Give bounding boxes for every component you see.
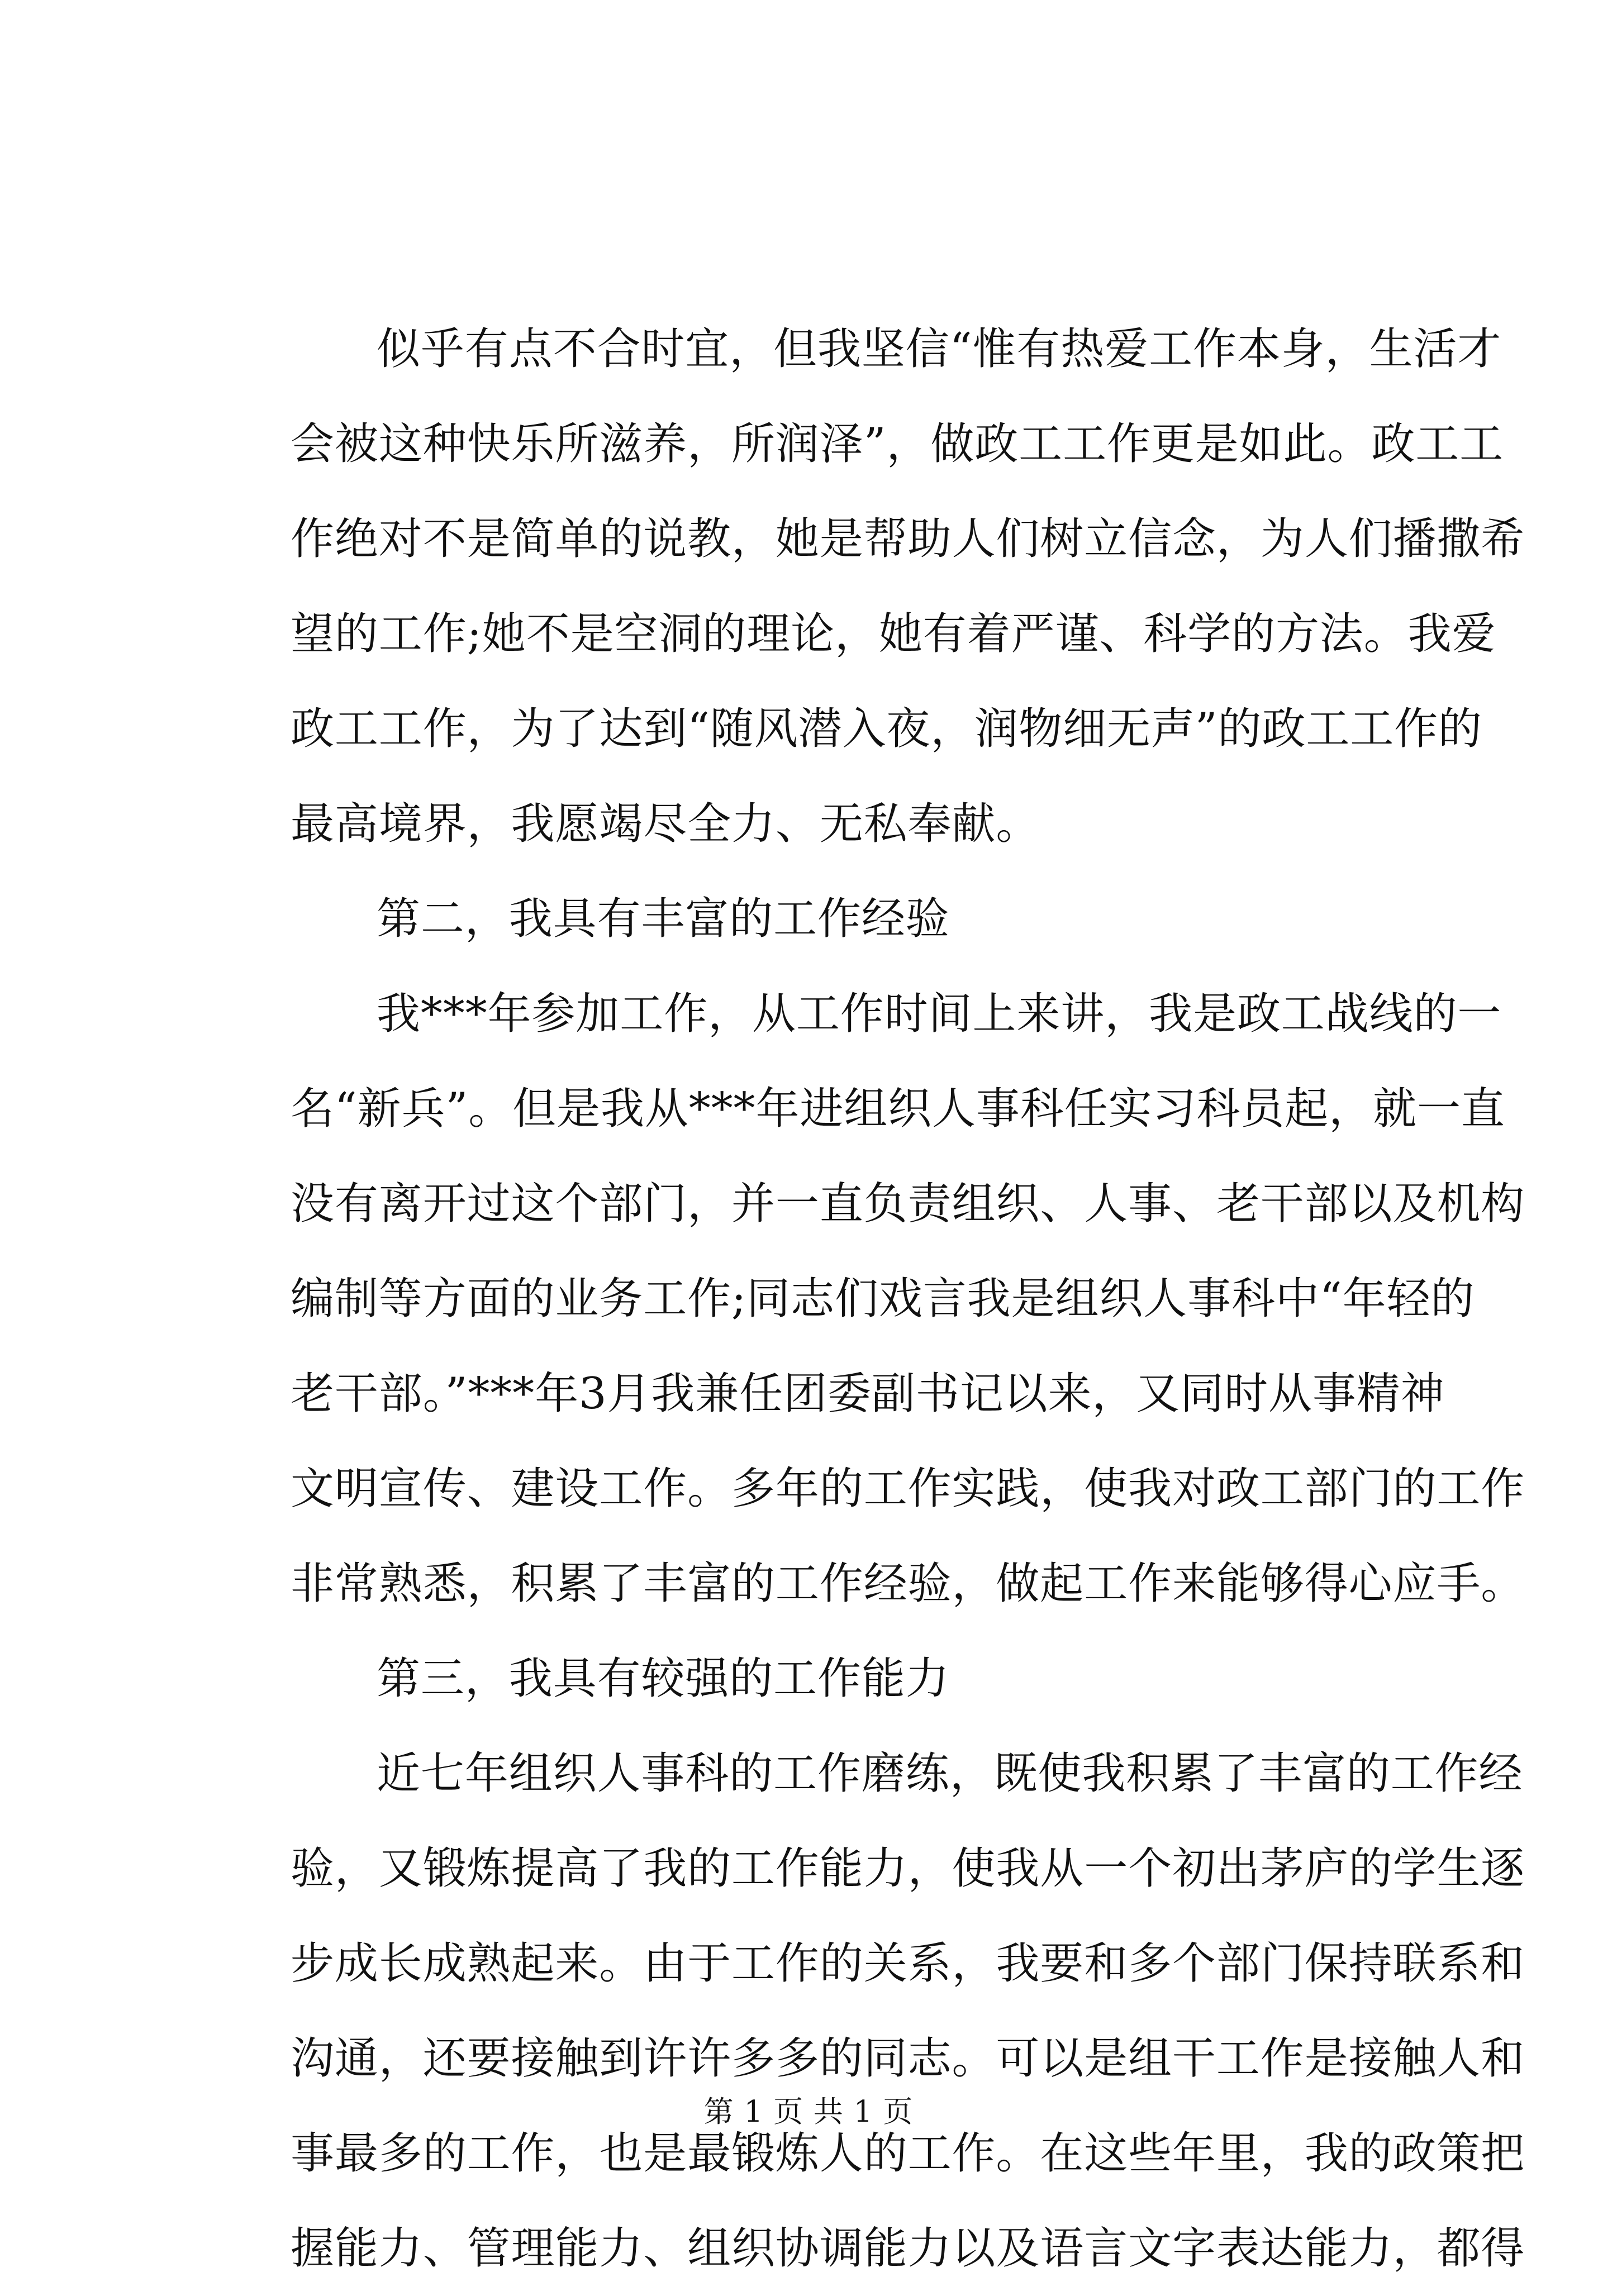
paragraph-line: 验，又锻炼提高了我的工作能力，使我从一个初出茅庐的学生逐	[291, 1844, 1525, 1894]
paragraph-line: 政工工作，为了达到“随风潜入夜，润物细无声”的政工工作的	[291, 704, 1482, 754]
paragraph-line: 似乎有点不合时宜，但我坚信“惟有热爱工作本身，生活才	[377, 324, 1502, 374]
paragraph-line: 我***年参加工作，从工作时间上来讲，我是政工战线的一	[377, 989, 1502, 1039]
section-heading: 第三，我具有较强的工作能力	[377, 1654, 950, 1704]
paragraph-line: 作绝对不是简单的说教，她是帮助人们树立信念，为人们播撒希	[291, 514, 1525, 564]
paragraph-line: 近七年组织人事科的工作磨练，既使我积累了丰富的工作经	[377, 1749, 1523, 1799]
paragraph-line: 编制等方面的业务工作;同志们戏言我是组织人事科中“年轻的	[291, 1274, 1475, 1324]
paragraph-line: 最高境界，我愿竭尽全力、无私奉献。	[291, 799, 1040, 849]
paragraph-line: 望的工作;她不是空洞的理论，她有着严谨、科学的方法。我爱	[291, 609, 1496, 659]
paragraph-line: 名“新兵”。但是我从***年进组织人事科任实习科员起，就一直	[291, 1084, 1505, 1134]
paragraph-line: 沟通，还要接触到许许多多的同志。可以是组干工作是接触人和	[291, 2033, 1525, 2084]
page-footer: 第 1 页 共 1 页	[703, 2095, 914, 2129]
paragraph-line: 握能力、管理能力、组织协调能力以及语言文字表达能力，都得	[291, 2223, 1525, 2274]
section-heading: 第二，我具有丰富的工作经验	[377, 894, 950, 944]
paragraph-line: 老干部。”***年3月我兼任团委副书记以来，又同时从事精神	[291, 1369, 1445, 1419]
paragraph-line: 会被这种快乐所滋养，所润泽”，做政工工作更是如此。政工工	[291, 419, 1504, 469]
paragraph-line: 步成长成熟起来。由于工作的关系，我要和多个部门保持联系和	[291, 1938, 1525, 1989]
paragraph-line: 事最多的工作，也是最锻炼人的工作。在这些年里，我的政策把	[291, 2128, 1525, 2179]
paragraph-line: 没有离开过这个部门，并一直负责组织、人事、老干部以及机构	[291, 1179, 1525, 1229]
paragraph-line: 非常熟悉，积累了丰富的工作经验，做起工作来能够得心应手。	[291, 1559, 1525, 1609]
body-text	[291, 302, 1525, 2296]
paragraph-line: 文明宣传、建设工作。多年的工作实践，使我对政工部门的工作	[291, 1464, 1525, 1514]
